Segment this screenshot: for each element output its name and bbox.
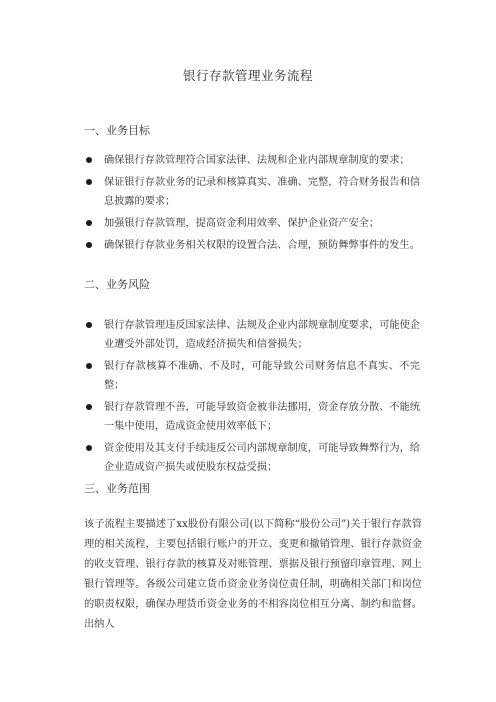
document-title: 银行存款管理业务流程 — [182, 68, 313, 83]
list-item — [84, 236, 420, 255]
list-item-text: 加强银行存款管理，提高资金利用效率、保护企业资产安全； — [104, 218, 380, 229]
list-item-text: 确保银行存款管理符合国家法律、法规和企业内部规章制度的要求； — [104, 155, 410, 166]
list-item — [84, 398, 420, 436]
list-item-text: 资金使用及其支付手续违反公司内部规章制度，可能导致舞弊行为，给企业造成资产损失或使股东权益受损； — [104, 443, 420, 473]
list-item-text: 银行存款核算不准确、不及时，可能导致公司财务信息不真实、不完整； — [104, 361, 420, 391]
list-item — [84, 439, 420, 477]
list-item — [84, 357, 420, 395]
objectives-list — [84, 151, 420, 258]
list-item-text: 银行存款管理违反国家法律、法规及企业内部规章制度要求，可能使企业遭受外部处罚，造成经济损失和信誉损失； — [104, 320, 420, 350]
bullet-icon — [86, 157, 92, 163]
bullet-icon — [86, 363, 92, 369]
bullet-icon — [86, 179, 92, 185]
section-heading-objectives: 一、业务目标 — [84, 124, 150, 137]
bullet-icon — [86, 220, 92, 226]
list-item — [84, 214, 420, 233]
section-heading-scope: 三、业务范围 — [84, 482, 150, 495]
list-item — [84, 173, 420, 211]
risks-list — [84, 316, 420, 480]
list-item — [84, 151, 420, 170]
bullet-icon — [86, 242, 92, 248]
bullet-icon — [86, 445, 92, 451]
list-item-text: 银行存款管理不善，可能导致资金被非法挪用，资金存放分散、不能统一集中使用，造成资金使用效率低下； — [104, 402, 420, 432]
list-item-text: 确保银行存款业务相关权限的设置合法、合理，预防舞弊事件的发生。 — [104, 240, 420, 251]
list-item-text: 保证银行存款业务的记录和核算真实、准确、完整，符合财务报告和信息披露的要求； — [104, 177, 420, 207]
bullet-icon — [86, 404, 92, 410]
section-heading-risks: 二、业务风险 — [84, 278, 150, 291]
bullet-icon — [86, 322, 92, 328]
list-item — [84, 316, 420, 354]
scope-paragraph: 该子流程主要描述了xx股份有限公司(以下简称“股份公司”)关于银行存款管理的相关流程，主要包括银行账户的开立、变更和撤销管理、银行存款资金的收支管理、银行存款的核算及对账管理、票据及银行预留印章管理、网上银行管理等。各级公司建立货币资金业务岗位责任制，明确相关部门和岗位的职责权限，确保办理货币资金业务的不相容岗位相互分离、制约和监督。出纳人 — [84, 519, 422, 630]
